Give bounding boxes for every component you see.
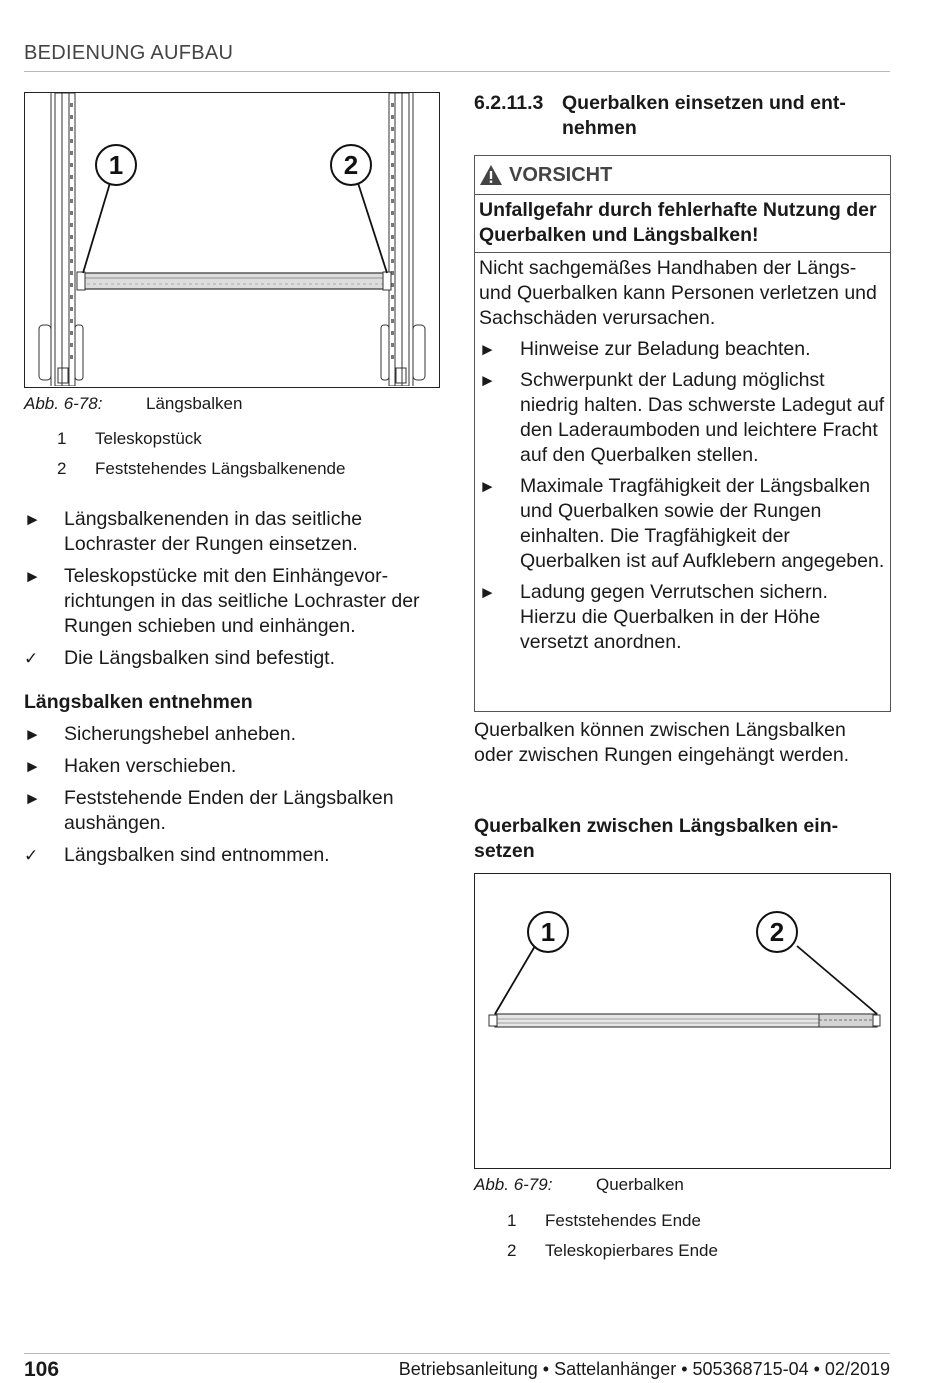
result-item: ✓ Die Längsbalken sind befestigt.: [24, 647, 336, 669]
step-item: ► Längsbalkenenden in das seitliche Lochraster der Rungen einsetzen.: [24, 508, 363, 555]
arrow-icon: ►: [479, 477, 496, 496]
figure-cross-beam: [474, 873, 891, 1169]
caption-title: Querbalken: [596, 1175, 684, 1194]
arrow-icon: ►: [24, 789, 41, 808]
legend-item: 2 Feststehendes Längsbalkenende: [57, 459, 346, 478]
section-title: Querbalken einsetzen und entnehmen: [562, 92, 846, 139]
callout-2-label: 2: [343, 150, 359, 180]
longitudinal-beam: [77, 272, 391, 290]
figure-legend: [57, 429, 345, 479]
step-item: ► Haken verschieben.: [24, 755, 237, 777]
info-paragraph: Querbalken können zwischen Längsbalken oder zwischen Rungen eingehängt werden.: [474, 719, 850, 766]
arrow-icon: ►: [24, 510, 41, 529]
warning-triangle-icon: [479, 164, 503, 186]
cross-beam: [489, 1014, 880, 1027]
install-steps: [24, 507, 440, 678]
page-number: 106: [24, 1358, 60, 1381]
figure-legend: [507, 1211, 718, 1261]
checkmark-icon: ✓: [24, 649, 39, 668]
caution-subtitle: Unfallgefahr durch fehlerhafte Nutzung der Querbalken und Längsbalken!: [475, 195, 890, 253]
figure-longitudinal-beam: [24, 92, 440, 388]
step-item: ► Schwerpunkt der Ladung möglichst niedrig halten. Das schwerste Ladegut auf den Laderaumboden und leichtere Fracht auf den Querbalken stellen.: [479, 369, 885, 466]
legend-item: 1 Teleskopstück: [57, 429, 202, 448]
remove-steps: [24, 722, 440, 875]
checkmark-icon: ✓: [24, 846, 39, 865]
figure-caption: [474, 1175, 684, 1195]
callout-1-label: 1: [540, 917, 556, 947]
legend-item: 1 Feststehendes Ende: [507, 1211, 701, 1230]
section-heading: [474, 91, 890, 141]
caution-body: [475, 253, 890, 655]
step-item: ► Ladung gegen Verrutschen sichern. Hierzu die Querbalken in der Höhe versetzt anordnen.: [479, 581, 828, 653]
sub-heading: Querbalken zwischen Längsbalken einsetzen: [474, 815, 839, 862]
caption-title: Längsbalken: [146, 394, 243, 413]
figure-caption: [24, 394, 242, 414]
arrow-icon: ►: [479, 371, 496, 390]
legend-item: 2 Teleskopierbares Ende: [507, 1241, 718, 1260]
footer-rule: [24, 1353, 890, 1354]
arrow-icon: ►: [479, 340, 496, 359]
document-info: Betriebsanleitung • Sattelanhänger • 505368715-04 • 02/2019: [398, 1359, 890, 1379]
callout-1-label: 1: [108, 150, 124, 180]
step-item: ► Hinweise zur Beladung beachten.: [479, 338, 811, 360]
caution-box: [474, 155, 891, 712]
arrow-icon: ►: [24, 725, 41, 744]
step-item: ► Feststehende Enden der Längsbalken aushängen.: [24, 787, 394, 834]
cross-beam-drawing: [475, 874, 889, 1167]
arrow-icon: ►: [24, 757, 41, 776]
step-item: ► Maximale Tragfähigkeit der Längsbalken und Querbalken sowie der Rungen einhalten. Die Tragfähigkeit der Querbalken ist auf Aufklebern angegeben.: [479, 475, 885, 572]
section-number: 6.2.11.3: [474, 92, 544, 114]
callout-2-label: 2: [769, 917, 785, 947]
arrow-icon: ►: [479, 583, 496, 602]
running-header: BEDIENUNG AUFBAU: [24, 42, 234, 64]
remove-heading: Längsbalken entnehmen: [24, 691, 253, 713]
step-item: ► Sicherungshebel anheben.: [24, 723, 297, 745]
caution-label: VORSICHT: [509, 163, 613, 186]
longitudinal-beam-drawing: [25, 93, 438, 386]
caption-label: Abb. 6-78:: [24, 394, 103, 413]
step-item: ► Teleskopstücke mit den Einhängevorrichtungen in das seitliche Lochraster der Rungen schieben und einhängen.: [24, 565, 420, 637]
arrow-icon: ►: [24, 567, 41, 586]
caution-header: [475, 156, 890, 195]
caution-intro: Nicht sachgemäßes Handhaben der Längs- und Querbalken kann Personen verletzen und Sachschäden verursachen.: [479, 257, 877, 329]
caption-label: Abb. 6-79:: [474, 1175, 553, 1194]
header-rule: [24, 71, 890, 72]
result-item: ✓ Längsbalken sind entnommen.: [24, 844, 330, 866]
